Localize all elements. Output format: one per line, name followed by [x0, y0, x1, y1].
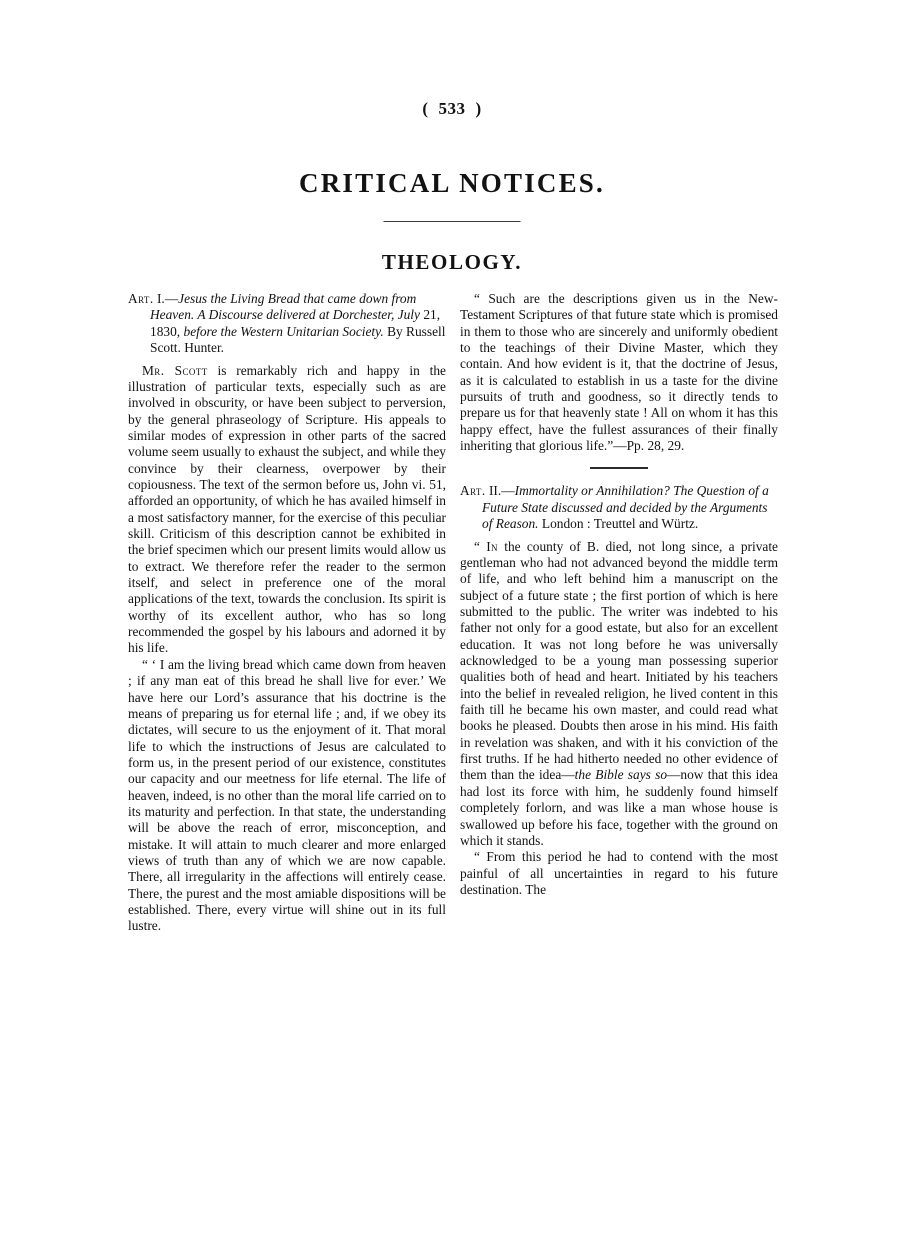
article-title-italic-part-two: before the Western Unitarian Society.: [183, 323, 384, 339]
article-dash: —: [164, 291, 179, 306]
header-divider-rule: [384, 221, 521, 222]
column-left: [128, 291, 446, 935]
folio-close-paren: ): [475, 99, 482, 118]
article-two-paragraph-two: “ From this period he had to contend with the most painful of all uncertainties in regard to his future destination. The: [460, 849, 778, 897]
article-one-continued: [460, 291, 778, 898]
article-title-roman-part-two: By Russell Scott. Hunter.: [150, 323, 446, 356]
paragraph-open-quote: “: [474, 538, 487, 554]
paragraph-one-text-after: —now that this idea had lost its force with him, he suddenly found himself completely forlorn, and was like a man whose house is swallowed up before his face, together with the ground on which it stands.: [460, 767, 778, 848]
article-dash: —: [501, 483, 515, 499]
article-number: II.: [488, 483, 502, 499]
paragraph-italic-phrase: the Bible says so: [574, 767, 668, 783]
paragraph-opener-smallcaps: Mr. Scott: [142, 362, 208, 378]
folio-number: 533: [438, 99, 466, 118]
article-label: Art.: [460, 483, 486, 499]
article-label: Art.: [128, 291, 154, 306]
article-one-heading: [128, 291, 446, 357]
article-one-paragraph-two: “ ‘ I am the living bread which came down from heaven ; if any man eat of this bread he shall live for ever.’ We have here our Lord’s assurance that his doctrine is the means of preparing us for eternal life ; and, if we obey its dictates, will secure to us the enjoyment of it. That moral life to which the instructions of Jesus are calculated to form us, in the present period of our existence, constitutes our capacity and our meetness for life eternal. The life of heaven, indeed, is no other than the moral life carried on to its maturity and perfection. In that state, the understanding will be above the reach of error, misconception, and mistake. It will attain to much clearer and more enlarged views of truth than any of which we are now capable. There, all irregularity in the affections will entirely cease. There, the purest and the most amiable dispositions will be established. There, every virtue will shine out in its full lustre.: [128, 656, 446, 934]
folio-open-paren: (: [422, 99, 429, 118]
article-title-italic: Immortality or Annihilation? The Question of a Future State discussed and decided by the Arguments of Reason.: [482, 483, 769, 532]
two-column-text-body: [128, 291, 778, 1181]
article-publisher: London : Treuttel and Würtz.: [541, 516, 699, 532]
article-two-paragraph-one: [460, 539, 778, 850]
article-title-roman-part-one: 21, 1830,: [150, 307, 441, 339]
page-folio: [0, 99, 904, 119]
paragraph-one-text: is remarkably rich and happy in the illustration of particular texts, especially such as are involved in obscurity, or have been subject to perversion, by the general phraseology of Scripture. His appeals to similar modes of expression in other parts of the sacred volume seem usually to exhaust the subject, and while they convince by their clearness, overpower by their copiousness. The text of the sermon before us, John vi. 51, afforded an opportunity, of which he has availed himself in a most satisfactory manner, for the exercise of this peculiar skill. Criticism of this description cannot be exhibited in the brief specimen which our present limits would allow us to extract. We therefore refer the reader to the sermon itself, and select in preference one of the moral applications of the text, towards the conclusion. Its spirit is worthy of its excellent author, who has so long recommended the gospel by his labours and adorned it by his life.: [128, 362, 446, 656]
column-right: [460, 291, 778, 898]
article-two-heading: [460, 483, 778, 532]
article-one: [128, 291, 446, 935]
article-divider-rule: [590, 467, 648, 469]
article-two: [460, 483, 778, 898]
paragraph-one-text: the county of B. died, not long since, a private gentleman who had not advanced beyond the middle term of life, and who left behind him a manuscript on the subject of a future state ; the first portion of which is here submitted to the public. The writer was indebted to his father not only for a good estate, but also for an excellent education. It was not long before he was universally acknowledged to be a young man possessing superior qualities both of head and heart. Initiated by his teachers into the belief in revealed religion, he lived content in this faith till he became his own master, and could read what books he pleased. Doubts then arose in his mind. His faith in revelation was shaken, and with it his conviction of the first truths. If he had hitherto needed no other evidence of them than the idea—: [460, 538, 779, 783]
subject-title: THEOLOGY.: [381, 250, 523, 274]
section-title: CRITICAL NOTICES.: [299, 168, 605, 198]
article-one-paragraph-three: “ Such are the descriptions given us in the New-Testament Scriptures of that future state which is promised in them to those who are sincerely and uniformly obedient to the teachings of their Divine Master, which they contain. And how evident is it, that the doctrine of Jesus, as it is calculated to establish in us a taste for the divine pursuits of truth and goodness, so it directly tends to prepare us for that heavenly state ! All on whom it has this happy effect, have the fullest assurances of their finally inheriting that glorious life.”—Pp. 28, 29.: [460, 291, 778, 454]
article-one-paragraph-one: [128, 363, 446, 657]
article-title-italic-part-one: Jesus the Living Bread that came down from Heaven. A Discourse delivered at Dorchester, July: [150, 291, 420, 323]
paragraph-opener-smallcaps: In: [486, 538, 498, 554]
article-number: I.: [156, 291, 165, 306]
